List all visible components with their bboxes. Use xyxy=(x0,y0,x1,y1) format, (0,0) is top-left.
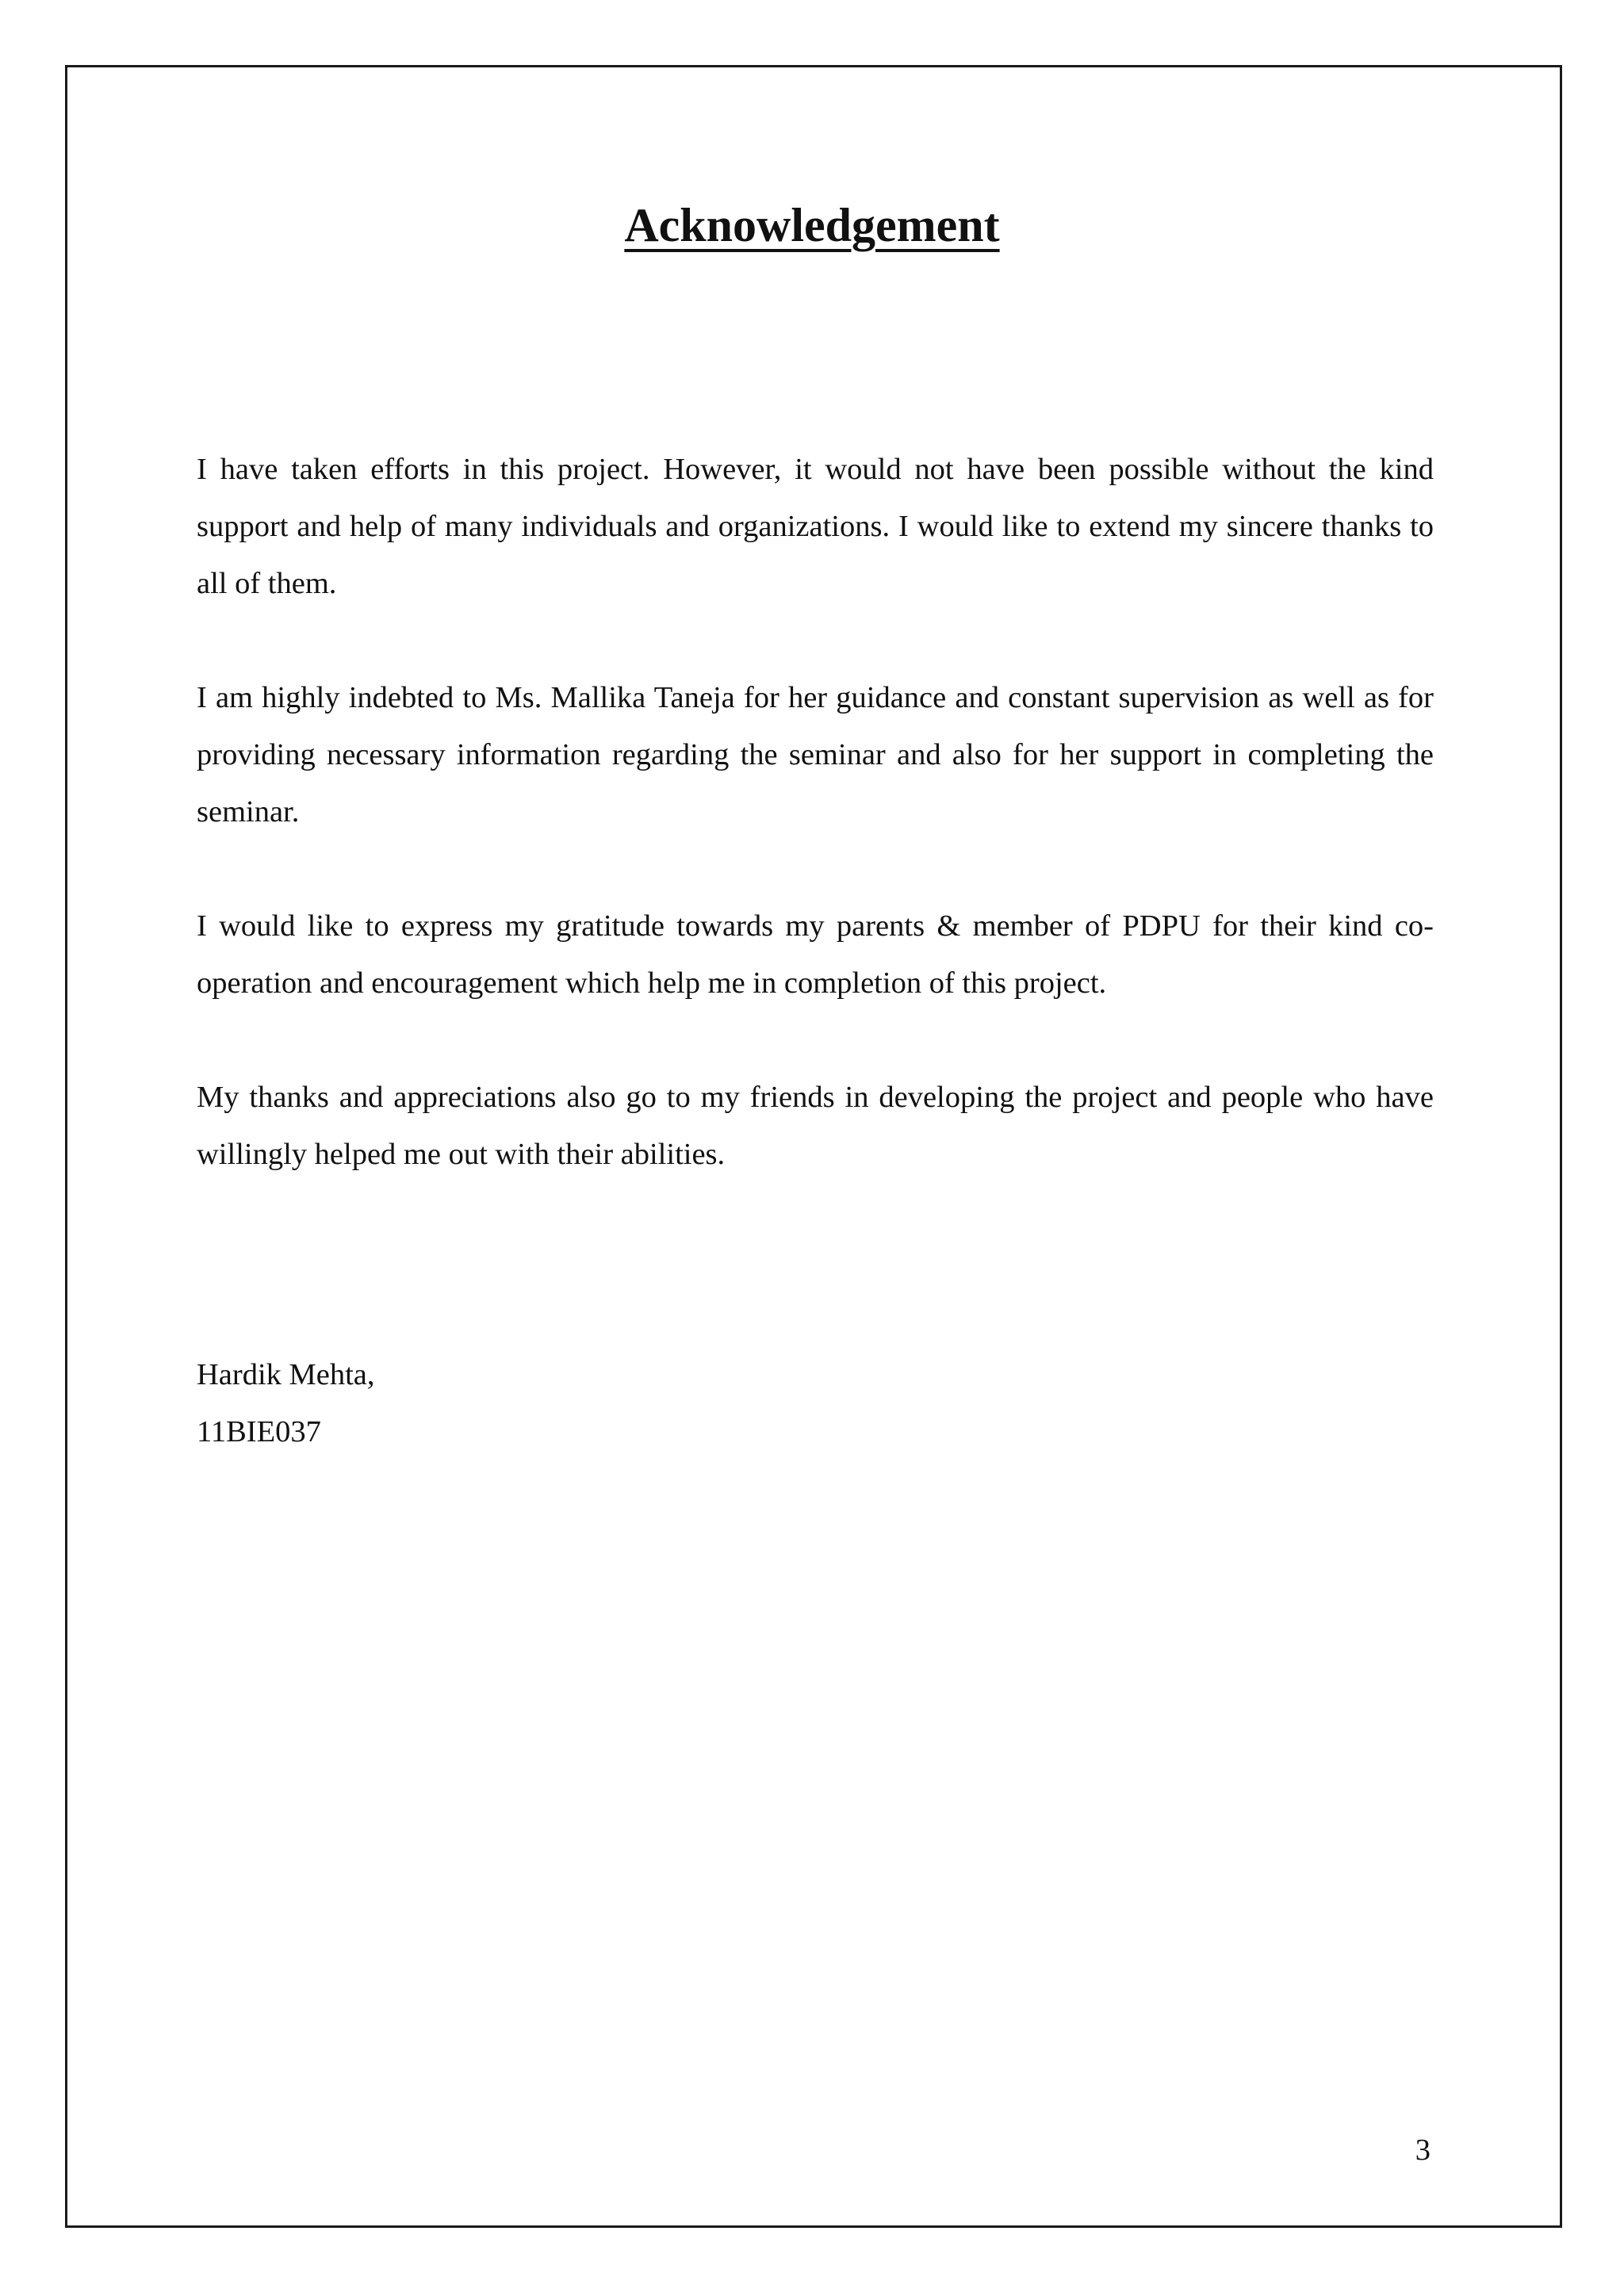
page-title: Acknowledgement xyxy=(624,199,1000,251)
paragraph-2: I am highly indebted to Ms. Mallika Taneja for her guidance and constant supervision as well as for providing necessary information regarding the seminar and also for her support in completing the seminar. xyxy=(197,681,1434,828)
author-name: Hardik Mehta, xyxy=(197,1358,375,1391)
acknowledgement-body xyxy=(197,441,1434,1183)
signature-block xyxy=(197,1346,375,1460)
paragraph-3: I would like to express my gratitude towards my parents & member of PDPU for their kind co-operation and encouragement which help me in completion of this project. xyxy=(197,909,1434,1000)
paragraph-4: My thanks and appreciations also go to my friends in developing the project and people who have willingly helped me out with their abilities. xyxy=(197,1081,1434,1171)
page-number: 3 xyxy=(1415,2133,1431,2167)
author-id: 11BIE037 xyxy=(197,1415,321,1448)
paragraph-1: I have taken efforts in this project. However, it would not have been possible without the kind support and help of many individuals and organizations. I would like to extend my sincere thanks to all of them. xyxy=(197,453,1434,600)
